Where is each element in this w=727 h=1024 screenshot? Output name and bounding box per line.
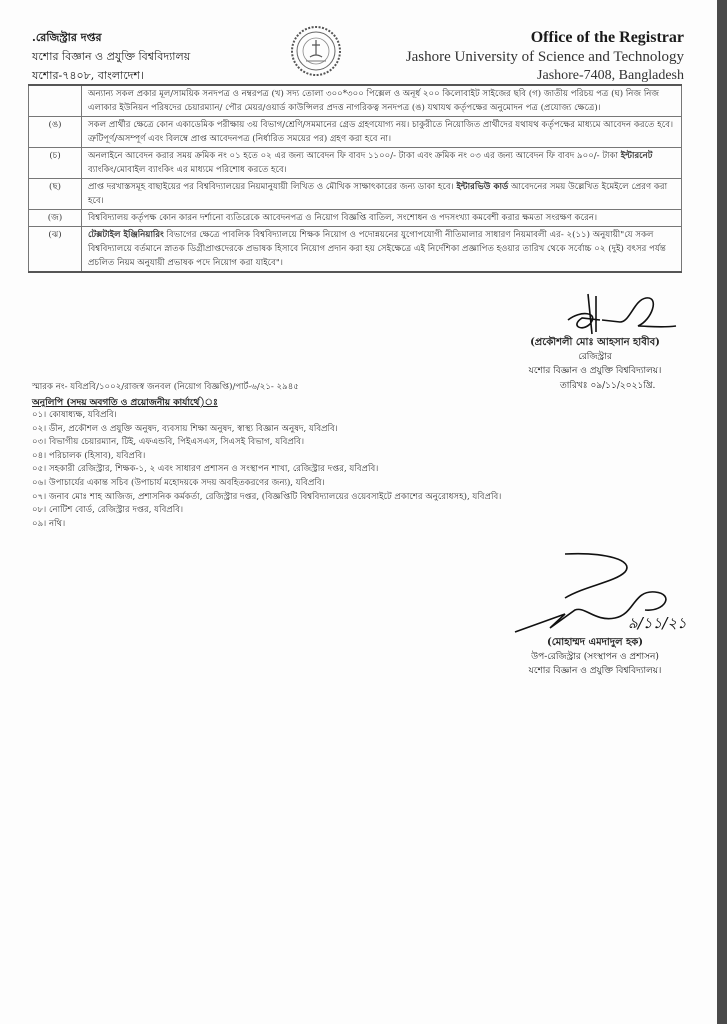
text-segment-bold: টেক্সটাইল ইঞ্জিনিয়ারিং (88, 230, 164, 240)
condition-row (29, 85, 682, 117)
copy-list-item: ০৯। নথি। (32, 518, 66, 529)
condition-row (29, 227, 682, 273)
copy-list-item: ০৩। বিভাগীয় চেয়ারম্যান, টিই, এফএন্ডবি, পিইএসএস, সিএসই বিভাগ, যবিপ্রবি। (32, 437, 305, 448)
condition-text (82, 148, 682, 179)
condition-number: (ছ) (29, 179, 82, 210)
text-segment: বিভাগের ক্ষেত্রে পাবলিক বিশ্ববিদ্যালয়ে শিক্ষক নিয়োগ ও পদোন্নয়নের যুগোপযোগী নীতিমালার সাধারণ নিয়মাবলী এর- ২(১১) অনুযায়ী"যে সকল বিশ্ববিদ্যালয়ে বর্তমানে স্নাতক ডিগ্রীপ্রাপ্তদেরকে প্রভাষক হিসাবে নিয়োগ প্রদান করা হয় সেইক্ষেত্রে এই নির্দেশিকা প্রজ্ঞাপিত হওয়ার তারিখ থেকে সর্বোচ্চ ০২ (দুই) বৎসর পর্যন্ত প্রচলিত নিয়ম অনুযায়ী প্রভাষক পদে নিয়োগ করা যাইবে"। (88, 230, 666, 268)
copy-list-item: ০১। কোষাধ্যক্ষ, যবিপ্রবি। (32, 410, 117, 420)
deputy-registrar-name: (মোহাম্মদ এমদাদুল হক) (546, 637, 644, 648)
registrar-signature-icon (560, 290, 680, 340)
condition-row (29, 117, 682, 148)
university-seal-icon (290, 25, 342, 77)
condition-text: অন্যান্য সকল প্রকার মূল/সাময়িক সনদপত্র ও নম্বরপত্র (খ) সদ্য তোলা ৩০০*৩০০ পিক্সেল ও অনূর্ধ ২০০ কিলোবাইট সাইজের ছবি (গ) জাতীয় পরিচয় পত্র (ঘ) নিজ নিজ এলাকার ইউনিয়ন পরিষদের চেয়ারম্যান/ পৌর মেয়র/ওয়ার্ড কাউন্সিলর প্রদত্ত নাগরিকত্ব সনদপত্র (ঙ) যথাযথ কর্তৃপক্ষের অনুমোদন পত্র (প্রযোজ্য ক্ষেত্রে)। (82, 85, 682, 117)
copy-list-item: ০৭। জনাব মোঃ শাহ আজিজ, প্রশাসনিক কর্মকর্তা, রেজিস্ট্রার দপ্তর, (বিজ্ঞপ্তিটি বিশ্ববিদ্যালয়ের ওয়েবসাইটে প্রকাশের অনুরোধসহ), যবিপ্রবি। (32, 491, 502, 502)
conditions-table (28, 84, 682, 273)
condition-text (82, 227, 682, 273)
text-segment: প্রাপ্ত দরখাস্তসমূহ বাছাইয়ের পর বিশ্ববিদ্যালয়ের নিয়মানুযায়ী লিখিত ও মৌখিক সাক্ষাৎকারের জন্য ডাকা হবে। (88, 182, 457, 192)
copy-list-item: ০২। ডীন, প্রকৌশল ও প্রযুক্তি অনুষদ, ব্যবসায় শিক্ষা অনুষদ, স্বাস্থ্য বিজ্ঞান অনুষদ, যবিপ্রবি। (32, 423, 338, 434)
letterhead-english (406, 28, 684, 85)
text-segment: আবেদনের সময় উল্লেখিত ইমেইলে প্রেরণ করা হবে। (88, 182, 668, 206)
text-segment-bold: ইন্টারভিউ কার্ড (456, 182, 509, 192)
university-name-en: Jashore University of Science and Technology (405, 49, 684, 65)
office-name-en: Office of the Registrar (530, 29, 684, 46)
text-segment: অনলাইনে আবেদন করার সময় ক্রমিক নং ০১ হতে ০২ এর জন্য আবেদন ফি বাবদ ১১০০/- টাকা এবং ক্রমিক নং ০৩ এর জন্য আবেদন ফি বাবদ ৯০০/- টাকা (88, 151, 621, 161)
office-name-bn: .রেজিস্ট্রার দপ্তর (32, 31, 102, 44)
condition-number: (জ) (29, 210, 82, 227)
text-segment: ব্যাংকিং/মোবাইল ব্যাংকিং এর মাধ্যমে পরিশোধ করতে হবে। (88, 165, 287, 175)
registrar-name: (প্রকৌশলী মোঃ আহসান হাবীব) (530, 337, 660, 348)
copy-list-item: ০৪। পরিচালক (হিসাব), যবিপ্রবি। (32, 450, 146, 461)
copy-list (32, 409, 501, 531)
condition-number: (ঝ) (29, 227, 82, 273)
deputy-registrar-signature-block (500, 636, 690, 678)
copy-list-item: ০৮। নোটিশ বোর্ড, রেজিস্ট্রার দপ্তর, যবিপ্রবি। (32, 505, 184, 516)
registrar-university: যশোর বিজ্ঞান ও প্রযুক্তি বিশ্ববিদ্যালয়। (528, 366, 662, 376)
condition-text: সকল প্রার্থীর ক্ষেত্রে কোন একাডেমিক পরীক্ষায় ৩য় বিভাগ/শ্রেণি/সমমানের গ্রেড গ্রহণযোগ্য নয়। চাকুরীতে নিয়োজিত প্রার্থীদের যথাযথ কর্তৃপক্ষের মাধ্যমে আবেদন করতে হবে। ত্রুটিপূর্ণ/অসম্পূর্ণ এবং বিলম্বে প্রাপ্ত আবেদনপত্র (নির্ধারিত সময়ের পর) গ্রহণ করা হবে না। (82, 117, 682, 148)
issue-date: তারিখঃ ০৯/১১/২০২১খ্রি. (560, 381, 656, 391)
copy-list-item: ০৬। উপাচার্যের একান্ত সচিব (উপাচার্য মহোদয়কে সদয় অবহিতকরণের জন্য), যবিপ্রবি। (32, 477, 325, 488)
memo-number: স্মারক নং- যবিপ্রবি/১০০২/রাজস্ব জনবল (নিয়োগ বিজ্ঞপ্তি)/পার্ট-৬/২১- ২৯৪৫ (32, 382, 299, 392)
condition-text (82, 179, 682, 210)
condition-number: (চ) (29, 148, 82, 179)
condition-number (29, 85, 82, 117)
copy-list-title: অনুলিপি (সদয় অবগতি ও প্রয়োজনীয় কার্যার্থে)ঃ (32, 398, 218, 408)
deputy-registrar-title: উপ-রেজিস্ট্রার (সংস্থাপন ও প্রশাসন) (531, 652, 659, 662)
deputy-registrar-university: যশোর বিজ্ঞান ও প্রযুক্তি বিশ্ববিদ্যালয়। (528, 666, 662, 676)
handwritten-date: ৯/১১/২১ (628, 614, 687, 632)
university-name-bn: যশোর বিজ্ঞান ও প্রযুক্তি বিশ্ববিদ্যালয় (32, 50, 191, 63)
letterhead-bangla (32, 28, 190, 85)
condition-number: (ঙ) (29, 117, 82, 148)
address-bn: যশোর-৭৪০৮, বাংলাদেশ। (32, 69, 144, 82)
condition-text: বিশ্ববিদ্যালয় কর্তৃপক্ষ কোন কারন দর্শানো ব্যতিরেকে আবেদনপত্র ও নিয়োগ বিজ্ঞপ্তি বাতিল, সংশোধন ও পদসংখ্যা কমবেশী করার ক্ষমতা সংরক্ষণ করেন। (82, 210, 682, 227)
text-segment-bold: ইন্টারনেট (620, 151, 653, 161)
scan-edge-bar (717, 0, 727, 1024)
condition-row (29, 210, 682, 227)
condition-row (29, 179, 682, 210)
registrar-signature-block (500, 336, 690, 378)
registrar-title: রেজিস্ট্রার (578, 352, 612, 362)
copy-list-item: ০৫। সহকারী রেজিস্ট্রার, শিক্ষক-১, ২ এবং সাধারণ প্রশাসন ও সংস্থাপন শাখা, রেজিস্ট্রার দপ্তর, যবিপ্রবি। (32, 464, 379, 475)
address-en: Jashore-7408, Bangladesh (537, 68, 684, 83)
condition-row (29, 148, 682, 179)
